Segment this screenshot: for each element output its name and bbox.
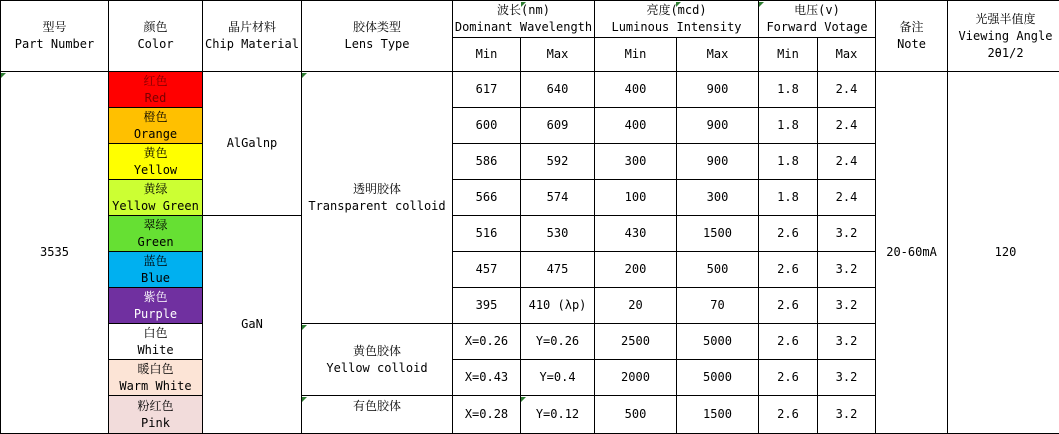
header-row [1,1,1059,38]
header-note-zh: 备注 [876,19,947,36]
color-name-zh: 翠绿 [109,217,202,234]
header-part-zh: 型号 [1,19,108,36]
wavelength-min-cell[interactable]: 516 [453,216,521,252]
wavelength-min-cell[interactable]: X=0.43 [453,360,521,396]
intensity-max-cell[interactable]: 70 [677,288,759,324]
voltage-max-cell[interactable]: 3.2 [818,288,876,324]
intensity-min-cell[interactable]: 100 [595,180,677,216]
wavelength-max-cell[interactable]: Y=0.26 [521,324,595,360]
cell-comment-marker [521,397,526,402]
cell-comment-marker [302,325,307,330]
intensity-max-cell[interactable]: 1500 [677,216,759,252]
intensity-min-cell[interactable]: 20 [595,288,677,324]
wavelength-min-cell[interactable]: 457 [453,252,521,288]
subheader-intensity-min[interactable]: Min [595,38,677,72]
header-angle-en: Viewing Angle [948,28,1059,45]
lens-yellow-zh: 黄色胶体 [302,343,452,360]
header-viewing-angle[interactable] [948,1,1059,72]
color-cell[interactable] [109,252,203,288]
header-wavelength-en: Dominant Wavelength [453,19,594,36]
intensity-min-cell[interactable]: 430 [595,216,677,252]
table-row [1,72,1059,108]
header-part-number[interactable] [1,1,109,72]
wavelength-max-cell[interactable]: 640 [521,72,595,108]
header-chip-en: Chip Material [203,36,301,53]
voltage-min-cell[interactable]: 1.8 [759,108,818,144]
subheader-wavelength-min[interactable]: Min [453,38,521,72]
wavelength-max-cell[interactable]: 609 [521,108,595,144]
voltage-max-cell[interactable]: 3.2 [818,396,876,434]
header-intensity-en: Luminous Intensity [595,19,758,36]
wavelength-max-cell[interactable]: 410 (λp) [521,288,595,324]
header-lens-zh: 胶体类型 [302,19,452,36]
note-cell[interactable]: 20-60mA [876,72,948,434]
header-voltage-en: Forward Votage [759,19,875,36]
voltage-min-cell[interactable]: 2.6 [759,360,818,396]
wavelength-max-cell[interactable]: Y=0.4 [521,360,595,396]
header-color-zh: 颜色 [109,19,202,36]
intensity-min-cell[interactable]: 500 [595,396,677,434]
voltage-max-cell[interactable]: 3.2 [818,252,876,288]
wavelength-min-cell[interactable]: X=0.28 [453,396,521,434]
color-name-en: Purple [109,306,202,323]
wavelength-min-cell[interactable]: X=0.26 [453,324,521,360]
header-wavelength-zh: 波长(nm) [453,2,594,19]
lens-type-yellow[interactable] [302,324,453,396]
color-cell[interactable] [109,324,203,360]
intensity-max-cell[interactable]: 5000 [677,324,759,360]
lens-yellow-en: Yellow colloid [302,360,452,377]
cell-comment-marker [1,73,6,78]
wavelength-min-cell[interactable]: 395 [453,288,521,324]
voltage-min-cell[interactable]: 2.6 [759,252,818,288]
cell-comment-marker [521,2,526,7]
color-cell[interactable] [109,216,203,252]
header-angle-en2: 2θ1/2 [948,45,1059,62]
voltage-max-cell[interactable]: 3.2 [818,216,876,252]
color-name-en: Yellow [109,162,202,179]
color-name-zh: 白色 [109,325,202,342]
voltage-min-cell[interactable]: 1.8 [759,180,818,216]
color-name-en: Warm White [109,378,202,395]
voltage-max-cell[interactable]: 3.2 [818,360,876,396]
voltage-min-cell[interactable]: 2.6 [759,288,818,324]
intensity-max-cell[interactable]: 5000 [677,360,759,396]
cell-comment-marker [302,397,307,402]
color-name-en: Green [109,234,202,251]
cell-comment-marker [302,73,307,78]
header-voltage[interactable] [759,1,876,38]
intensity-max-cell[interactable]: 900 [677,72,759,108]
voltage-min-cell[interactable]: 2.6 [759,216,818,252]
voltage-max-cell[interactable]: 3.2 [818,324,876,360]
header-intensity-zh: 亮度(mcd) [595,2,758,19]
wavelength-min-cell[interactable]: 600 [453,108,521,144]
intensity-max-cell[interactable]: 1500 [677,396,759,434]
subheader-wavelength-max[interactable]: Max [521,38,595,72]
color-cell[interactable] [109,180,203,216]
intensity-max-cell[interactable]: 900 [677,144,759,180]
color-name-en: Blue [109,270,202,287]
voltage-max-cell[interactable]: 2.4 [818,180,876,216]
voltage-min-cell[interactable]: 1.8 [759,144,818,180]
header-chip-material[interactable] [203,1,302,72]
cell-comment-marker [759,2,764,7]
viewing-angle-cell[interactable]: 120 [948,72,1059,434]
color-cell[interactable] [109,144,203,180]
voltage-max-cell[interactable]: 2.4 [818,144,876,180]
header-lens-type[interactable] [302,1,453,72]
intensity-max-cell[interactable]: 300 [677,180,759,216]
chip-material-algalnp[interactable]: AlGalnp [203,72,302,216]
header-angle-zh: 光强半值度 [948,11,1059,28]
subheader-intensity-max[interactable]: Max [677,38,759,72]
wavelength-min-cell[interactable]: 617 [453,72,521,108]
intensity-max-cell[interactable]: 500 [677,252,759,288]
color-cell[interactable] [109,396,203,434]
color-name-zh: 红色 [109,73,202,90]
intensity-min-cell[interactable]: 300 [595,144,677,180]
color-name-zh: 黄绿 [109,181,202,198]
lens-transparent-en: Transparent colloid [302,198,452,215]
subheader-voltage-max[interactable]: Max [818,38,876,72]
voltage-max-cell[interactable]: 2.4 [818,108,876,144]
intensity-max-cell[interactable]: 900 [677,108,759,144]
intensity-min-cell[interactable]: 2000 [595,360,677,396]
wavelength-max-cell[interactable]: 574 [521,180,595,216]
header-lens-en: Lens Type [302,36,452,53]
header-note[interactable] [876,1,948,72]
lens-type-colored[interactable] [302,396,453,434]
color-name-en: Yellow Green [109,198,202,215]
subheader-voltage-min[interactable]: Min [759,38,818,72]
color-name-zh: 黄色 [109,145,202,162]
lens-transparent-zh: 透明胶体 [302,181,452,198]
color-name-zh: 紫色 [109,289,202,306]
part-number-cell[interactable]: 3535 [1,72,109,434]
voltage-min-cell[interactable]: 2.6 [759,324,818,360]
color-name-en: Pink [109,415,202,432]
color-cell[interactable] [109,72,203,108]
header-part-en: Part Number [1,36,108,53]
wavelength-max-cell[interactable]: Y=0.12 [521,396,595,434]
color-name-zh: 暖白色 [109,361,202,378]
header-chip-zh: 晶片材料 [203,19,301,36]
wavelength-min-cell[interactable]: 586 [453,144,521,180]
wavelength-min-cell[interactable]: 566 [453,180,521,216]
color-name-zh: 橙色 [109,109,202,126]
wavelength-max-cell[interactable]: 592 [521,144,595,180]
voltage-min-cell[interactable]: 2.6 [759,396,818,434]
voltage-min-cell[interactable]: 1.8 [759,72,818,108]
lens-colored-zh: 有色胶体 [302,398,452,415]
header-color-en: Color [109,36,202,53]
color-name-en: Orange [109,126,202,143]
color-cell[interactable] [109,360,203,396]
intensity-min-cell[interactable]: 200 [595,252,677,288]
lens-type-transparent[interactable] [302,72,453,324]
intensity-min-cell[interactable]: 400 [595,108,677,144]
intensity-min-cell[interactable]: 2500 [595,324,677,360]
header-color[interactable] [109,1,203,72]
wavelength-max-cell[interactable]: 475 [521,252,595,288]
color-cell[interactable] [109,108,203,144]
color-name-en: White [109,342,202,359]
wavelength-max-cell[interactable]: 530 [521,216,595,252]
cell-comment-marker [676,2,681,7]
chip-material-gan[interactable]: GaN [203,216,302,434]
color-name-en: Red [109,90,202,107]
color-name-zh: 蓝色 [109,253,202,270]
header-voltage-zh: 电压(v) [759,2,875,19]
voltage-max-cell[interactable]: 2.4 [818,72,876,108]
color-cell[interactable] [109,288,203,324]
header-note-en: Note [876,36,947,53]
intensity-min-cell[interactable]: 400 [595,72,677,108]
color-name-zh: 粉红色 [109,398,202,415]
